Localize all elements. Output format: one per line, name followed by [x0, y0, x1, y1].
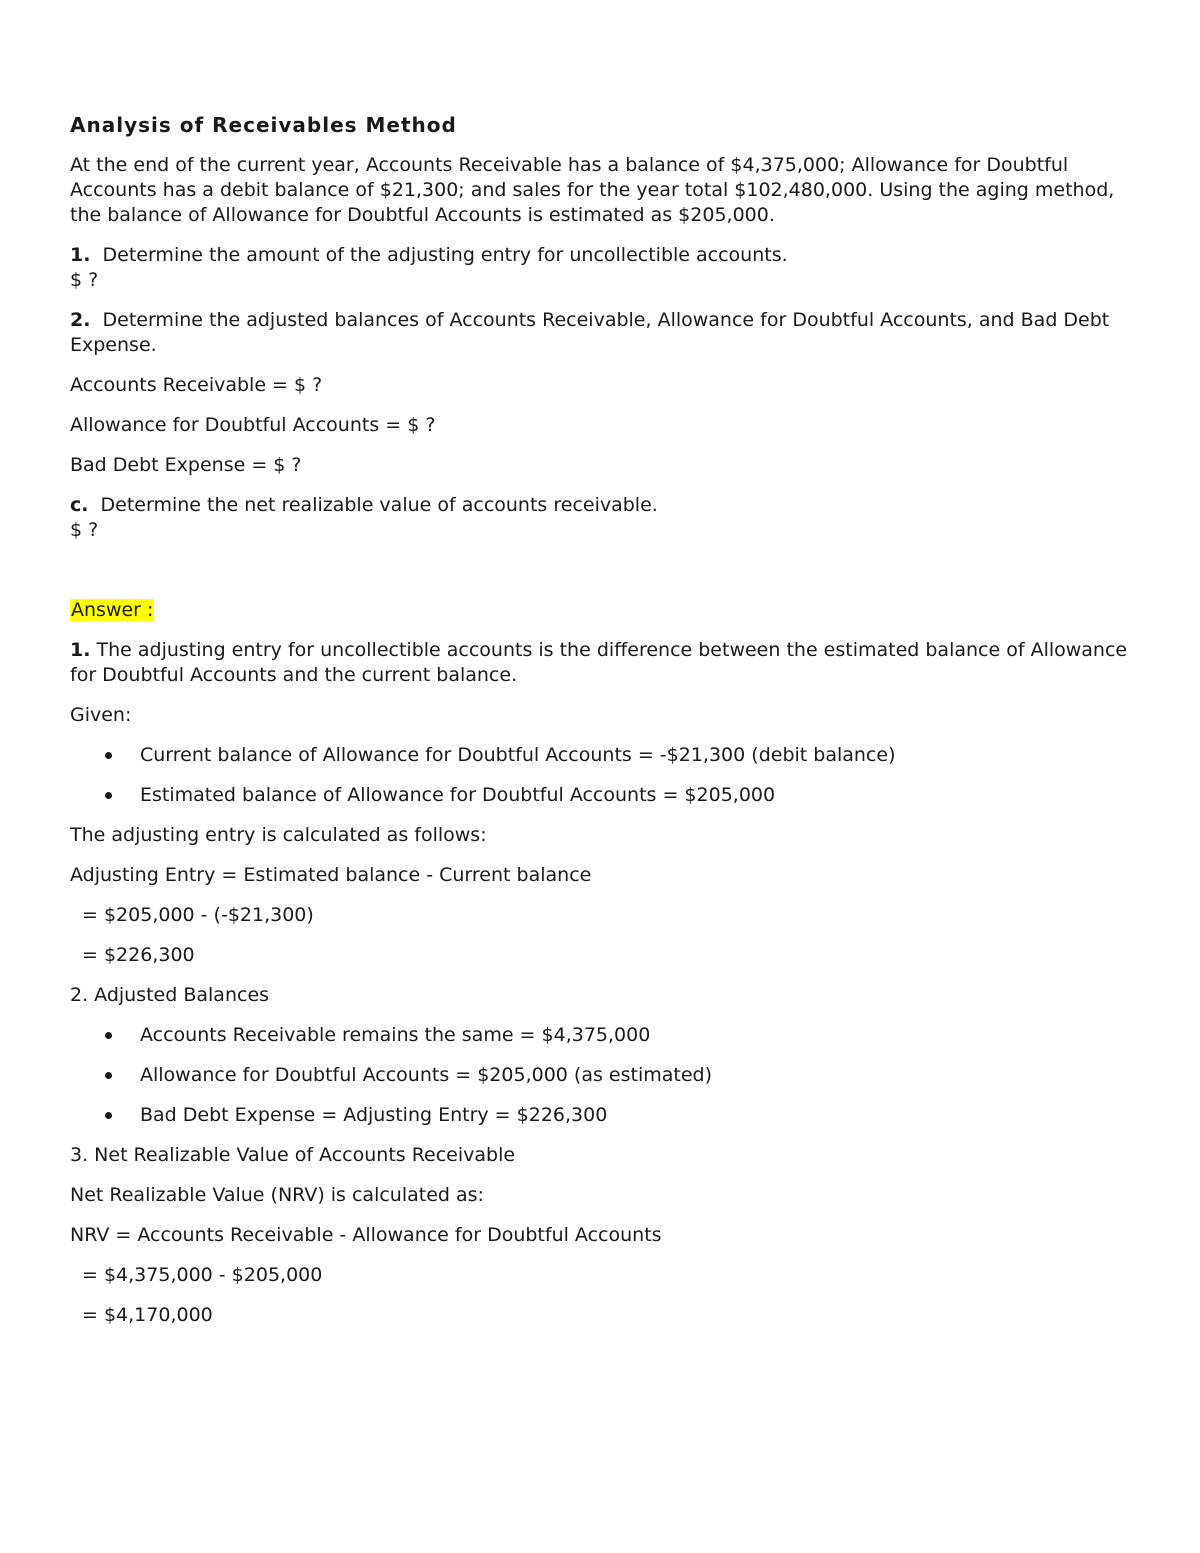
section-spacer — [70, 558, 1130, 598]
adjusted-allowance: Allowance for Doubtful Accounts = $205,000 (as estimated) — [140, 1064, 712, 1086]
document-page — [70, 112, 1130, 1343]
question-3 — [70, 493, 1130, 543]
question-1-blank: $ ? — [70, 269, 99, 291]
nrv-formula: NRV = Accounts Receivable - Allowance for Doubtful Accounts — [70, 1224, 662, 1246]
list-item — [70, 743, 1130, 768]
question-2-number: 2. — [70, 309, 91, 331]
question-3-blank: $ ? — [70, 519, 99, 541]
given-label: Given: — [70, 704, 132, 726]
bullet-icon — [105, 1032, 112, 1039]
adjusted-balances-list — [70, 1023, 1130, 1128]
answer-label: Answer : — [71, 599, 154, 621]
bullet-icon — [105, 1072, 112, 1079]
bullet-icon — [105, 1112, 112, 1119]
bullet-icon — [105, 792, 112, 799]
nrv-step-2: = $4,170,000 — [82, 1304, 213, 1326]
question-1 — [70, 243, 1130, 293]
given-item-estimated-balance: Estimated balance of Allowance for Doubtful Accounts = $205,000 — [140, 784, 776, 806]
question-2-line-allowance: Allowance for Doubtful Accounts = $ ? — [70, 414, 436, 436]
list-item — [70, 1023, 1130, 1048]
answer-part-2-heading: 2. Adjusted Balances — [70, 984, 270, 1006]
answer-part-1-number: 1. — [70, 639, 91, 661]
answer-heading — [70, 598, 1130, 623]
question-1-text: Determine the amount of the adjusting entry for uncollectible accounts. — [102, 244, 788, 266]
question-2-text: Determine the adjusted balances of Accounts Receivable, Allowance for Doubtful Accounts, and Bad Debt Expense. — [70, 309, 1110, 356]
nrv-step-1: = $4,375,000 - $205,000 — [82, 1264, 323, 1286]
answer-part-3-heading: 3. Net Realizable Value of Accounts Receivable — [70, 1144, 516, 1166]
problem-intro: At the end of the current year, Accounts Receivable has a balance of $4,375,000; Allowance for Doubtful Accounts has a debit balance of $21,300; and sales for the year total $102,480,000. Using the aging method, the balance of Allowance for Doubtful Accounts is estimated as $205,000. — [70, 154, 1115, 226]
given-list — [70, 743, 1130, 808]
list-item — [70, 1103, 1130, 1128]
document-title: Analysis of Receivables Method — [70, 113, 457, 137]
adjusted-bad-debt-expense: Bad Debt Expense = Adjusting Entry = $226,300 — [140, 1104, 608, 1126]
bullet-icon — [105, 752, 112, 759]
question-2 — [70, 308, 1130, 358]
question-2-line-accounts-receivable: Accounts Receivable = $ ? — [70, 374, 323, 396]
adjusted-accounts-receivable: Accounts Receivable remains the same = $4,375,000 — [140, 1024, 651, 1046]
adjusting-entry-step-2: = $226,300 — [82, 944, 195, 966]
question-3-number: c. — [70, 494, 89, 516]
nrv-calc-intro: Net Realizable Value (NRV) is calculated as: — [70, 1184, 484, 1206]
question-3-text: Determine the net realizable value of accounts receivable. — [100, 494, 658, 516]
adjusting-entry-formula: Adjusting Entry = Estimated balance - Current balance — [70, 864, 592, 886]
question-2-line-bad-debt: Bad Debt Expense = $ ? — [70, 454, 302, 476]
answer-part-1-text: The adjusting entry for uncollectible accounts is the difference between the estimated balance of Allowance for Doubtful Accounts and the current balance. — [70, 639, 1128, 686]
given-item-current-balance: Current balance of Allowance for Doubtful Accounts = -$21,300 (debit balance) — [140, 744, 896, 766]
calc-intro: The adjusting entry is calculated as follows: — [70, 824, 487, 846]
list-item — [70, 783, 1130, 808]
adjusting-entry-step-1: = $205,000 - (-$21,300) — [82, 904, 314, 926]
question-1-number: 1. — [70, 244, 91, 266]
list-item — [70, 1063, 1130, 1088]
answer-part-1 — [70, 638, 1130, 688]
